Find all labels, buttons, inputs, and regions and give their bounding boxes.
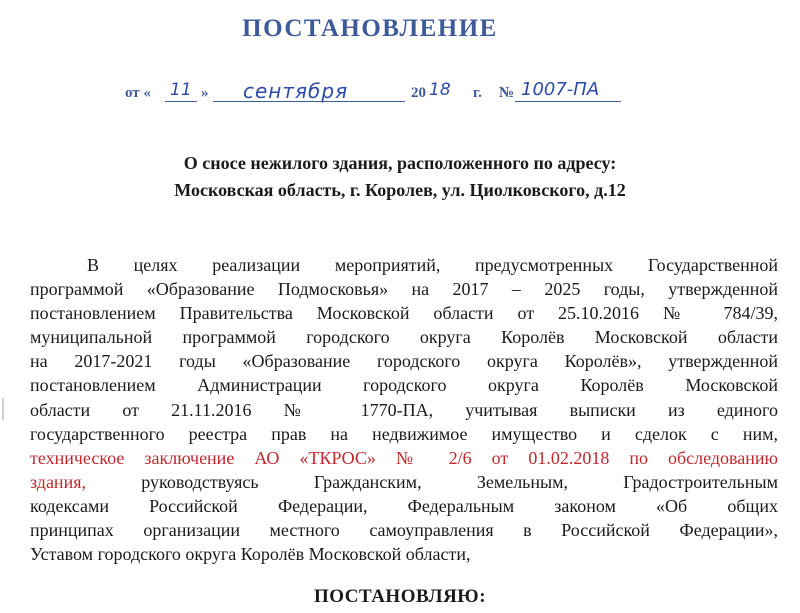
dateline-day-close: » (201, 85, 209, 101)
dateline-year-prefix: 20 (411, 85, 426, 101)
dateline (125, 74, 645, 108)
body-line: постановлением Администрации городского округа Королёв Московской (30, 375, 778, 396)
scan-artifact-mark (2, 398, 4, 420)
body-line: кодексами Российской Федерации, Федеральным законом «Об общих (30, 495, 778, 516)
document-subject (0, 150, 800, 204)
body-line: постановлением Правительства Московской области от 25.10.2016 № 784/39, (30, 303, 778, 324)
document-title: ПОСТАНОВЛЕНИЕ (242, 15, 498, 42)
number-underline (515, 101, 621, 102)
dateline-day: 11 (170, 80, 192, 100)
dateline-number: 1007-ПА (521, 79, 600, 100)
body-line: принципах организации местного самоуправления в Российской Федерации», (30, 520, 778, 541)
body-line: программой «Образование Подмосковья» на 2017 – 2025 годы, утвержденной (30, 279, 778, 300)
body-line: области от 21.11.2016 № 1770-ПА, учитывая выписки из единого (30, 399, 778, 420)
body-line: государственного реестра прав на недвижимое имущество и сделок с ним, (30, 423, 778, 444)
body-line-highlighted: техническое заключение АО «ТКРОС» № 2/6 от 01.02.2018 по обследованию (30, 447, 778, 468)
body-line: муниципальной программой городского округа Королёв Московской области (30, 327, 778, 348)
document-body (30, 253, 778, 566)
dateline-number-sign: № (499, 85, 515, 101)
dateline-prefix: от « (125, 85, 151, 101)
subject-line-1: О сносе нежилого здания, расположенного по адресу: (183, 153, 617, 173)
dateline-month: сентября (243, 79, 349, 103)
resolution-heading: ПОСТАНОВЛЯЮ: (313, 586, 487, 607)
body-line: Уставом городского округа Королёв Московской области, (30, 544, 471, 565)
month-underline (213, 101, 405, 102)
highlighted-word: здания, (30, 471, 86, 492)
dateline-year-suffix: 18 (429, 80, 451, 100)
body-line: на 2017-2021 годы «Образование городского округа Королёв», утвержденной (30, 351, 778, 372)
body-line-mixed (30, 470, 778, 494)
day-underline (165, 101, 197, 102)
subject-line-2: Московская область, г. Королев, ул. Циолковского, д.12 (174, 180, 626, 200)
dateline-year-label: г. (473, 85, 482, 101)
body-line-rest: руководствуясь Гражданским, Земельным, Градостроительным (85, 471, 778, 492)
body-line: В целях реализации мероприятий, предусмотренных Государственной (87, 255, 778, 275)
